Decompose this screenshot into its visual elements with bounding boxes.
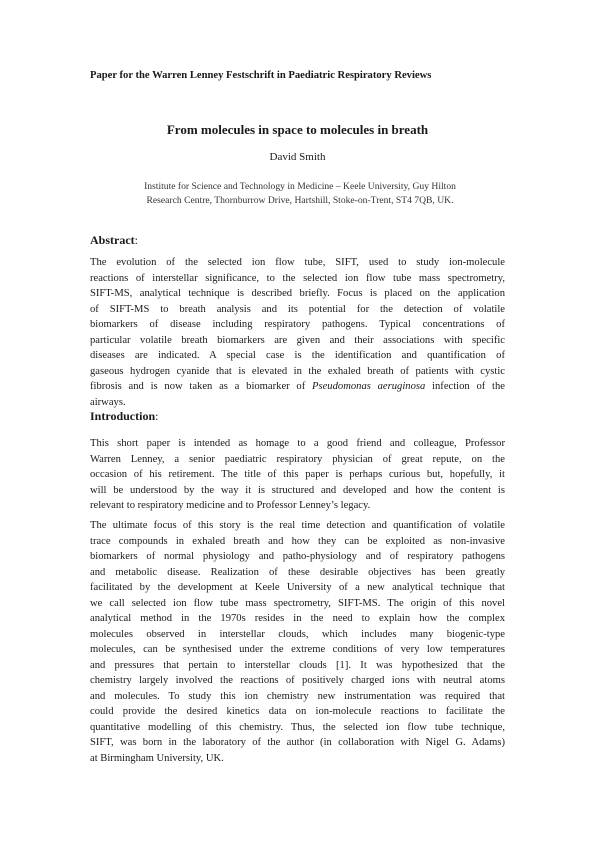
author-name: David Smith <box>269 151 326 163</box>
paragraph-line: trace compounds in exhaled breath and how they can be exploited as non-invasive <box>90 535 505 547</box>
abstract-line-with-italic <box>90 379 505 395</box>
paragraph-line: biomarkers of normal physiology and patho-physiology and of respiratory pathogens <box>90 551 505 562</box>
paragraph-line: molecules observed in interstellar clouds, which includes many biogenic-type <box>90 628 505 640</box>
paragraph-line: and pressures that pertain to interstellar clouds [1]. It was hypothesized that the <box>90 659 505 671</box>
paragraph-line: The ultimate focus of this story is the real time detection and quantification of volatile <box>90 520 505 531</box>
introduction-heading-text: Introduction <box>90 409 156 423</box>
abstract-line: particular volatile breath biomarkers are given and their associations with specific <box>90 334 505 346</box>
abstract-line-start: fibrosis and is now taken as a biomarker of <box>90 381 313 392</box>
abstract-body <box>90 255 505 410</box>
introduction-heading <box>90 409 158 424</box>
author-affiliation <box>130 180 470 207</box>
pathogen-name: Pseudomonas aeruginosa <box>312 381 426 392</box>
paragraph-line: chemistry largely involved the reactions of positively charged ions with neutral atoms <box>90 675 505 686</box>
paragraph-line: SIFT, was born in the laboratory of the author (in collaboration with Nigel G. Adams) <box>90 737 505 748</box>
paragraph-line: and metabolic disease. Realization of these desirable objectives has been greatly <box>90 566 505 578</box>
introduction-paragraph-1 <box>90 436 505 514</box>
paragraph-line: facilitated by the development at Keele University of a new analytical technique that <box>90 582 505 593</box>
abstract-line: diseases are indicated. A special case is the identification and quantification of <box>90 350 505 361</box>
affiliation-line: Institute for Science and Technology in Medicine – Keele University, Guy Hilton <box>144 181 456 192</box>
paragraph-line: we call selected ion flow tube mass spectrometry, SIFT-MS. The origin of this novel <box>90 597 505 609</box>
abstract-line: airways. <box>90 396 126 408</box>
paragraph-line: relevant to respiratory medicine and to Professor Lenney’s legacy. <box>90 500 371 511</box>
paragraph-line: This short paper is intended as homage to a good friend and colleague, Professor <box>90 438 505 449</box>
abstract-line: biomarkers of disease including respiratory pathogens. Typical concentrations of <box>90 319 505 330</box>
introduction-paragraph-2 <box>90 518 505 766</box>
paragraph-line: quantitative modelling of this chemistry. Thus, the selected ion flow tube technique, <box>90 721 505 733</box>
abstract-line: gaseous hydrogen cyanide that is elevated in the exhaled breath of patients with cystic <box>90 365 505 377</box>
abstract-line: reactions of interstellar significance, to the selected ion flow tube mass spectrometry, <box>90 272 505 284</box>
running-head: Paper for the Warren Lenney Festschrift in Paediatric Respiratory Reviews <box>90 70 432 81</box>
paragraph-line: at Birmingham University, UK. <box>90 752 224 764</box>
paragraph-line: occasion of his retirement. The title of this paper is perhaps curious but, hopefully, it <box>90 469 505 480</box>
paper-title: From molecules in space to molecules in breath <box>166 122 429 137</box>
abstract-line: SIFT-MS, analytical technique is described briefly. Focus is placed on the application <box>90 288 505 299</box>
paragraph-line: could provide the desired kinetics data on ion-molecule reactions to facilitate the <box>90 706 505 717</box>
paragraph-line: Warren Lenney, a senior paediatric respiratory physician of great repute, on the <box>90 453 505 465</box>
paragraph-line: will be understood by the way it is structured and developed and how the content is <box>90 484 505 496</box>
introduction-heading-colon: : <box>155 409 159 423</box>
paragraph-line: and molecules. To study this ion chemistry new instrumentation was required that <box>90 690 505 702</box>
abstract-heading-colon: : <box>134 233 138 247</box>
abstract-line-end: infection of the <box>425 381 505 392</box>
paragraph-line: molecules, can be synthesised under the extreme conditions of very low temperatures <box>90 644 505 655</box>
abstract-heading-text: Abstract <box>90 233 135 247</box>
affiliation-line: Research Centre, Thornburrow Drive, Hartshill, Stoke-on-Trent, ST4 7QB, UK. <box>146 194 454 206</box>
abstract-line: of SIFT-MS to breath analysis and its potential for the detection of volatile <box>90 303 505 315</box>
abstract-heading <box>90 233 138 248</box>
paragraph-line: analytical method in the 1970s resides in the need to explain how the complex <box>90 613 505 624</box>
abstract-line: The evolution of the selected ion flow tube, SIFT, used to study ion-molecule <box>90 257 505 268</box>
